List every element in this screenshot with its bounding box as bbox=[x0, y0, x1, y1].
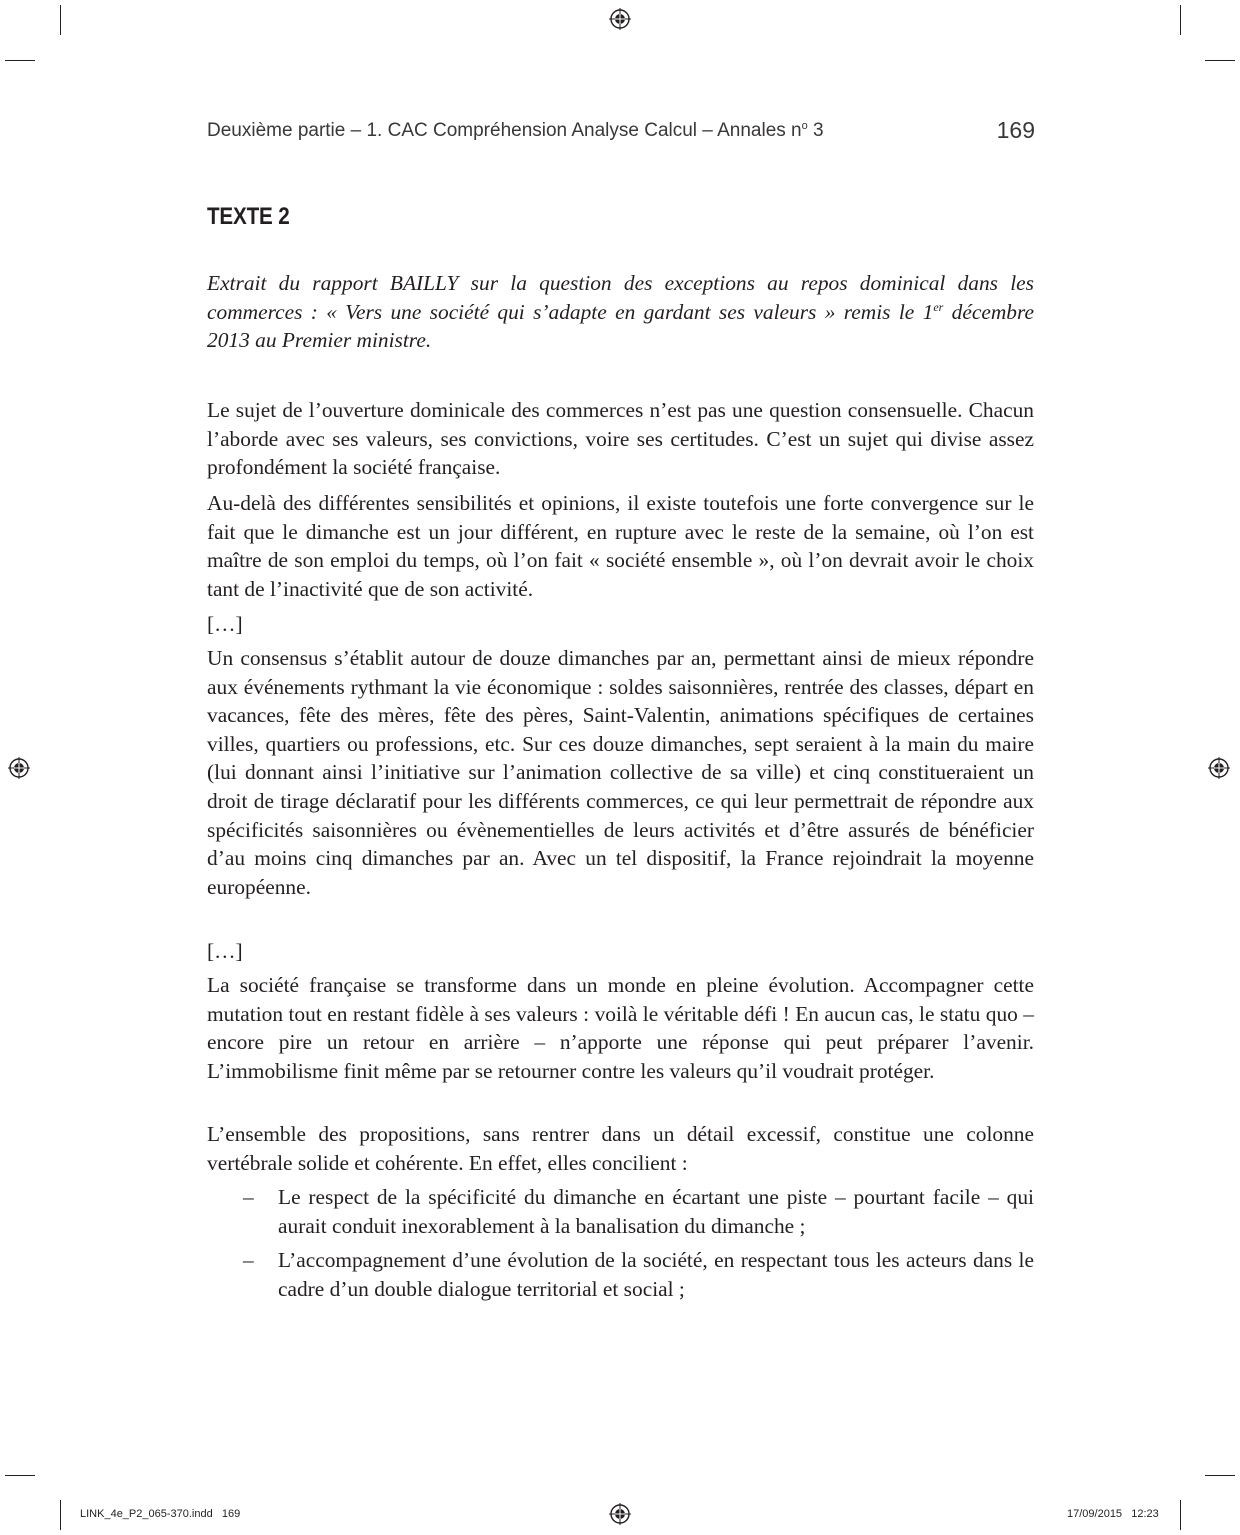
running-head-title: Deuxième partie – 1. CAC Compréhension Analyse Calcul – Annales $n^o$ 3 bbox=[207, 120, 824, 141]
running-head bbox=[207, 117, 1035, 147]
registration-mark-icon bbox=[609, 8, 631, 30]
registration-mark-icon bbox=[8, 757, 30, 779]
slug-date-info: 17/09/2015 12:23 bbox=[1067, 1508, 1159, 1520]
list-item bbox=[207, 1246, 1034, 1303]
crop-mark-top-left-vertical bbox=[60, 5, 61, 35]
bullet-dash: – bbox=[243, 1185, 254, 1209]
crop-mark-top-left-horizontal bbox=[5, 60, 35, 61]
section-heading: TEXTE 2 bbox=[207, 203, 290, 230]
registration-mark-icon bbox=[1208, 757, 1230, 779]
crop-mark-bottom-right-vertical bbox=[1180, 1500, 1181, 1530]
source-intro: Extrait du rapport BAILLY sur la question des exceptions au repos dominical dans les commerces : « Vers une société qui s’adapte en gardant ses valeurs » remis le 1er décembre 2013 au Premier ministre. bbox=[207, 271, 1034, 353]
list-item-text: Le respect de la spécificité du dimanche en écartant une piste – pourtant facile – qui aurait conduit inexorablement à la banalisation du dimanche ; bbox=[278, 1185, 1034, 1238]
slug-file-info: LINK_4e_P2_065-370.indd 169 bbox=[80, 1508, 241, 1520]
paragraph: Un consensus s’établit autour de douze dimanches par an, permettant ainsi de mieux répondre aux événements rythmant la vie économique : soldes saisonnières, rentrée des classes, départ en vacances, fête des mères, fête des pères, Saint-Valentin, animations spécifiques de certaines villes, quartiers ou professions, etc. Sur ces douze dimanches, sept seraient à la main du maire (lui donnant ainsi l’initiative sur l’animation collective de sa ville) et cinq constitueraient un droit de tirage déclaratif pour les différents commerces, ce qui leur permettrait de répondre aux spécificités saisonnières ou évènementielles de leurs activités et d’être assurés de bénéficier d’au moins cinq dimanches par an. Avec un tel dispositif, la France rejoindrait la moyenne européenne. bbox=[207, 646, 1034, 899]
paragraph: Au-delà des différentes sensibilités et opinions, il existe toutefois une forte convergence sur le fait que le dimanche est un jour différent, en rupture avec le reste de la semaine, où l’on est maître de son emploi du temps, où l’on fait « société ensemble », où l’on devrait avoir le choix tant de l’inactivité que de son activité. bbox=[207, 491, 1034, 601]
registration-mark-icon bbox=[609, 1503, 631, 1525]
ellipsis: […] bbox=[207, 612, 243, 636]
paragraph: Le sujet de l’ouverture dominicale des commerces n’est pas une question consensuelle. Chacun l’aborde avec ses valeurs, ses convictions, voire ses certitudes. C’est un sujet qui divise assez profondément la société française. bbox=[207, 398, 1034, 480]
crop-mark-bottom-left-horizontal bbox=[5, 1475, 35, 1476]
paragraph: L’ensemble des propositions, sans rentrer dans un détail excessif, constitue une colonne vertébrale solide et cohérente. En effet, elles concilient : bbox=[207, 1122, 1034, 1175]
ellipsis: […] bbox=[207, 939, 243, 963]
bullet-dash: – bbox=[243, 1248, 254, 1272]
crop-mark-top-right-vertical bbox=[1180, 5, 1181, 35]
crop-mark-bottom-left-vertical bbox=[60, 1500, 61, 1530]
list-item bbox=[207, 1183, 1034, 1240]
crop-mark-bottom-right-horizontal bbox=[1205, 1475, 1235, 1476]
page-number: 169 bbox=[996, 117, 1035, 143]
list-item-text: L’accompagnement d’une évolution de la société, en respectant tous les acteurs dans le cadre d’un double dialogue territorial et social ; bbox=[278, 1248, 1034, 1301]
paragraph: La société française se transforme dans un monde en pleine évolution. Accompagner cette mutation tout en restant fidèle à ses valeurs : voilà le véritable défi ! En aucun cas, le statu quo – encore pire un retour en arrière – n’apporte une réponse qui peut préparer l’avenir. L’immobilisme finit même par se retourner contre les valeurs qu’il voudrait protéger. bbox=[207, 973, 1034, 1083]
crop-mark-top-right-horizontal bbox=[1205, 60, 1235, 61]
